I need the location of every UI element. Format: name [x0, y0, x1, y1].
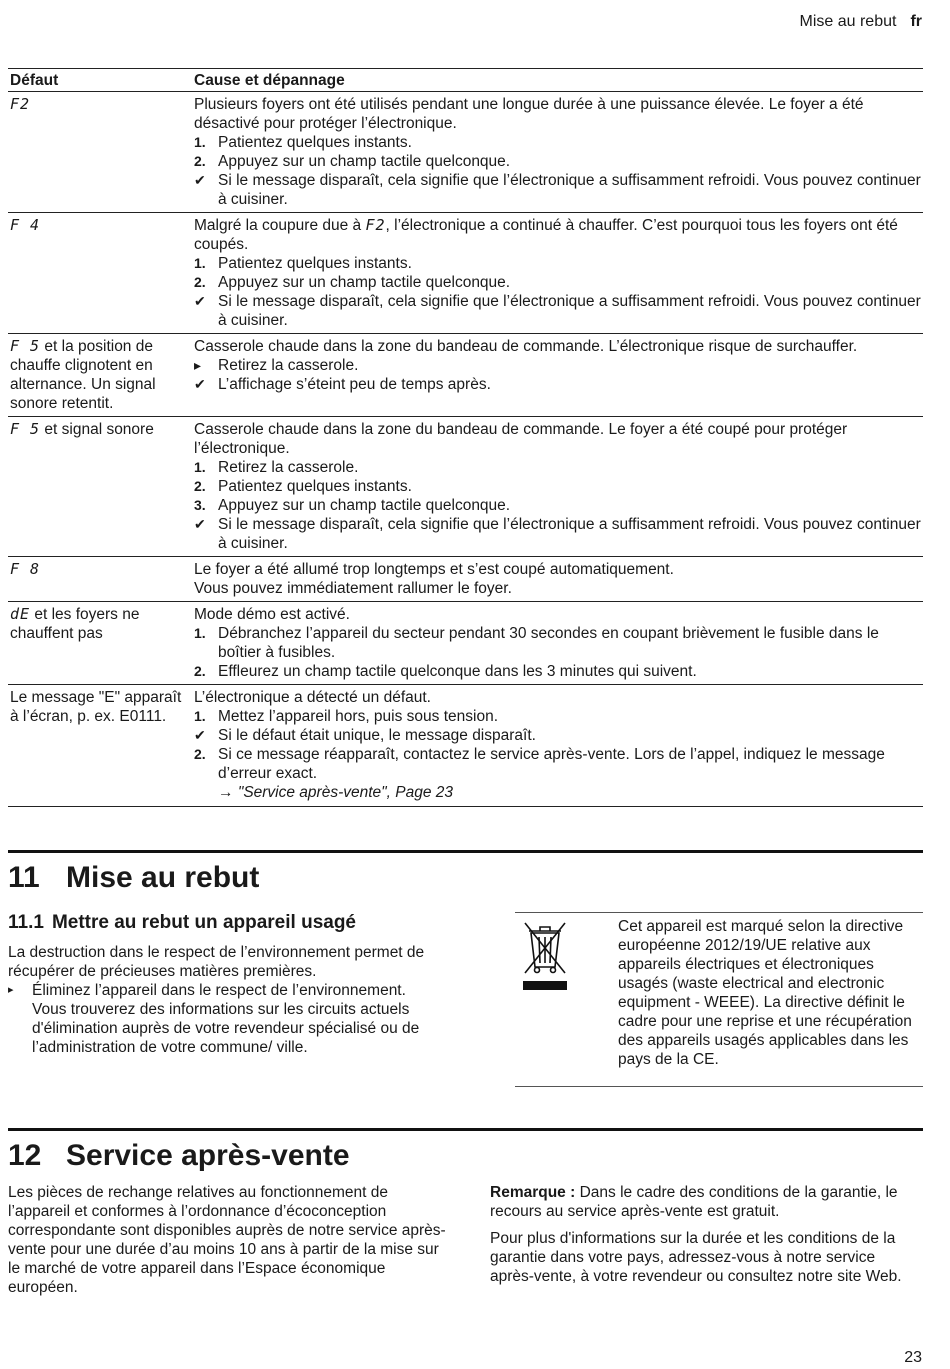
fault-table — [8, 68, 923, 807]
step-text: Retirez la casserole. — [218, 459, 359, 476]
section-11-heading — [8, 850, 923, 895]
section-number: 12 — [8, 1139, 42, 1172]
defaut-cell — [8, 95, 193, 209]
defaut-cell — [8, 216, 193, 330]
fault-code: F2 — [10, 95, 31, 113]
step-text: Appuyez sur un champ tactile quelconque. — [218, 274, 511, 291]
fault-code: F 5 — [10, 420, 41, 438]
subsection-number: 11.1 — [8, 912, 44, 933]
step-text: Appuyez sur un champ tactile quelconque. — [218, 497, 511, 514]
step-number: 2. — [194, 153, 206, 169]
defaut-text: et signal sonore — [40, 421, 154, 438]
page-number: 23 — [904, 1349, 922, 1366]
header-language: fr — [910, 13, 922, 30]
cause-text: Mode démo est activé. — [194, 606, 350, 623]
result-text: Si le message disparaît, cela signifie que l’électronique a suffisamment refroidi. Vous pouvez continuer à cuisiner. — [218, 172, 921, 208]
check-icon: ✔ — [194, 376, 206, 392]
header-section-title: Mise au rebut — [799, 13, 897, 30]
cause-text-part: Malgré la coupure due à — [194, 217, 366, 234]
cause-text: Vous pouvez immédiatement rallumer le foyer. — [194, 580, 512, 597]
step-item — [194, 458, 923, 477]
step-item — [194, 624, 923, 662]
fault-code: F 5 — [10, 337, 41, 355]
step-item — [194, 496, 923, 515]
step-text: Si ce message réapparaît, contactez le service après-vente. Lors de l’appel, indiquez le message d’erreur exact. — [218, 746, 885, 782]
cause-text: Le foyer a été allumé trop longtemps et s’est coupé automatiquement. — [194, 561, 674, 578]
section-12-heading — [8, 1128, 923, 1173]
table-row — [8, 417, 923, 557]
page-header — [800, 12, 923, 31]
result-text: Si le message disparaît, cela signifie que l’électronique a suffisamment refroidi. Vous pouvez continuer à cuisiner. — [218, 293, 921, 329]
step-item — [194, 254, 923, 273]
section-number: 11 — [8, 861, 40, 894]
cause-text: L’électronique a détecté un défaut. — [194, 689, 431, 706]
cause-text: Plusieurs foyers ont été utilisés pendant une longue durée à une puissance élevée. Le foyer a été désactivé pour protéger l’électronique. — [194, 96, 864, 132]
step-number: 1. — [194, 625, 206, 641]
check-icon: ✔ — [194, 293, 206, 309]
result-item — [194, 726, 923, 745]
step-text: Appuyez sur un champ tactile quelconque. — [218, 153, 511, 170]
cause-text-part: , l’électronique a continué à chauffer. C’est pourquoi tous les foyers ont été coupés. — [194, 217, 898, 253]
triangle-bullet-icon: ▸ — [8, 984, 14, 996]
check-icon: ✔ — [194, 172, 206, 188]
result-text: L’affichage s’éteint peu de temps après. — [218, 376, 491, 393]
defaut-cell — [8, 560, 193, 598]
cause-cell — [193, 95, 923, 209]
remark-label: Remarque : — [490, 1184, 576, 1201]
step-text: Patientez quelques instants. — [218, 478, 412, 495]
table-row — [8, 685, 923, 807]
action-note: Vous trouverez des informations sur les circuits actuels d'élimination auprès de votre revendeur spécialisé ou de l’administration de votre commune/ ville. — [32, 1001, 420, 1056]
section-title: Service après-vente — [66, 1139, 350, 1172]
cause-cell — [193, 560, 923, 598]
fault-code: dE — [10, 605, 31, 623]
cause-text: Casserole chaude dans la zone du bandeau de commande. L’électronique risque de surchauffer. — [194, 338, 858, 355]
table-row — [8, 92, 923, 213]
step-item — [194, 662, 923, 681]
step-text: Débranchez l’appareil du secteur pendant 30 secondes en coupant brièvement le fusible dans le boîtier à fusibles. — [218, 625, 879, 661]
crossed-out-bin-icon — [521, 917, 569, 995]
step-item — [194, 477, 923, 496]
step-item — [194, 745, 923, 783]
result-item — [194, 375, 923, 394]
fault-code: F 4 — [10, 216, 41, 234]
result-item — [194, 171, 923, 209]
subsection-11-1-heading — [8, 912, 356, 934]
cause-cell — [193, 605, 923, 681]
action-item — [8, 981, 438, 1057]
arrow-right-icon: → — [218, 784, 238, 801]
cause-text — [194, 216, 923, 254]
table-row — [8, 334, 923, 417]
cause-text: Casserole chaude dans la zone du bandeau de commande. Le foyer a été coupé pour protéger l’électronique. — [194, 421, 848, 457]
step-number: 2. — [194, 746, 206, 762]
inline-fault-code: F2 — [365, 216, 386, 234]
cross-reference-link[interactable] — [194, 783, 923, 802]
result-item — [194, 292, 923, 330]
action-item — [194, 356, 923, 375]
column-header-cause: Cause et dépannage — [194, 71, 345, 89]
defaut-text: et les foyers ne chauffent pas — [10, 606, 140, 642]
step-item — [194, 273, 923, 292]
action-text: Éliminez l’appareil dans le respect de l’environnement. — [32, 982, 406, 999]
weee-box — [515, 912, 923, 1087]
step-number: 2. — [194, 274, 206, 290]
step-number: 2. — [194, 478, 206, 494]
triangle-bullet-icon: ▸ — [194, 357, 202, 373]
cause-cell — [193, 216, 923, 330]
subsection-title: Mettre au rebut un appareil usagé — [51, 912, 357, 933]
step-text: Patientez quelques instants. — [218, 255, 412, 272]
defaut-cell — [8, 688, 193, 802]
section-title: Mise au rebut — [66, 861, 260, 894]
result-text: Si le défaut était unique, le message disparaît. — [218, 727, 536, 744]
step-number: 1. — [194, 255, 206, 271]
step-number: 2. — [194, 663, 206, 679]
table-row — [8, 213, 923, 334]
defaut-cell — [8, 605, 193, 681]
cause-cell — [193, 688, 923, 802]
table-row — [8, 602, 923, 685]
defaut-text: Le message "E" apparaît à l’écran, p. ex. E0111. — [10, 689, 182, 725]
remark-paragraph — [490, 1183, 920, 1221]
step-text: Effleurez un champ tactile quelconque dans les 3 minutes qui suivent. — [218, 663, 697, 680]
step-text: Mettez l’appareil hors, puis sous tension. — [218, 708, 499, 725]
warranty-info-text: Pour plus d'informations sur la durée et les conditions de la garantie dans votre pays, adressez-vous à notre service après-vente, à votre revendeur ou consultez notre site Web. — [490, 1230, 902, 1285]
table-header — [8, 68, 923, 92]
remark-text: Dans le cadre des conditions de la garantie, le recours au service après-vente est gratuit. — [490, 1184, 898, 1220]
defaut-cell — [8, 420, 193, 553]
disposal-text-column — [8, 943, 438, 1057]
defaut-text: et la position de chauffe clignotent en alternance. Un signal sonore retentit. — [10, 338, 156, 412]
result-text: Si le message disparaît, cela signifie que l’électronique a suffisamment refroidi. Vous pouvez continuer à cuisiner. — [218, 516, 921, 552]
fault-code: F 8 — [10, 560, 41, 578]
cross-reference-text[interactable]: "Service après-vente", Page 23 — [237, 784, 454, 801]
column-header-defaut: Défaut — [10, 71, 59, 89]
check-icon: ✔ — [194, 516, 206, 532]
step-number: 1. — [194, 134, 206, 150]
table-row — [8, 557, 923, 602]
disposal-intro: La destruction dans le respect de l’environnement permet de récupérer de précieuses matières premières. — [8, 944, 425, 980]
defaut-cell — [8, 337, 193, 413]
spare-parts-text: Les pièces de rechange relatives au fonctionnement de l’appareil et conformes à l’ordonnance d’écoconception correspondante sont disponibles auprès de notre service après-vente pour une durée d’au moins 10 ans à partir de la mise sur le marché de votre appareil dans l’Espace économique européen. — [8, 1184, 446, 1296]
step-number: 1. — [194, 708, 206, 724]
step-number: 3. — [194, 497, 206, 513]
step-item — [194, 707, 923, 726]
service-left-column — [8, 1183, 448, 1297]
weee-text: Cet appareil est marqué selon la directive européenne 2012/19/UE relative aux appareils électriques et électroniques usagés (waste electrical and electronic equipment - WEEE). La directive définit le cadre pour une reprise et une récupération des appareils usagés applicables dans les pays de la CE. — [618, 918, 912, 1068]
action-text: Retirez la casserole. — [218, 357, 359, 374]
step-number: 1. — [194, 459, 206, 475]
service-right-column — [490, 1183, 920, 1286]
step-text: Patientez quelques instants. — [218, 134, 412, 151]
step-item — [194, 133, 923, 152]
cause-cell — [193, 420, 923, 553]
result-item — [194, 515, 923, 553]
step-item — [194, 152, 923, 171]
check-icon: ✔ — [194, 727, 206, 743]
cause-cell — [193, 337, 923, 413]
